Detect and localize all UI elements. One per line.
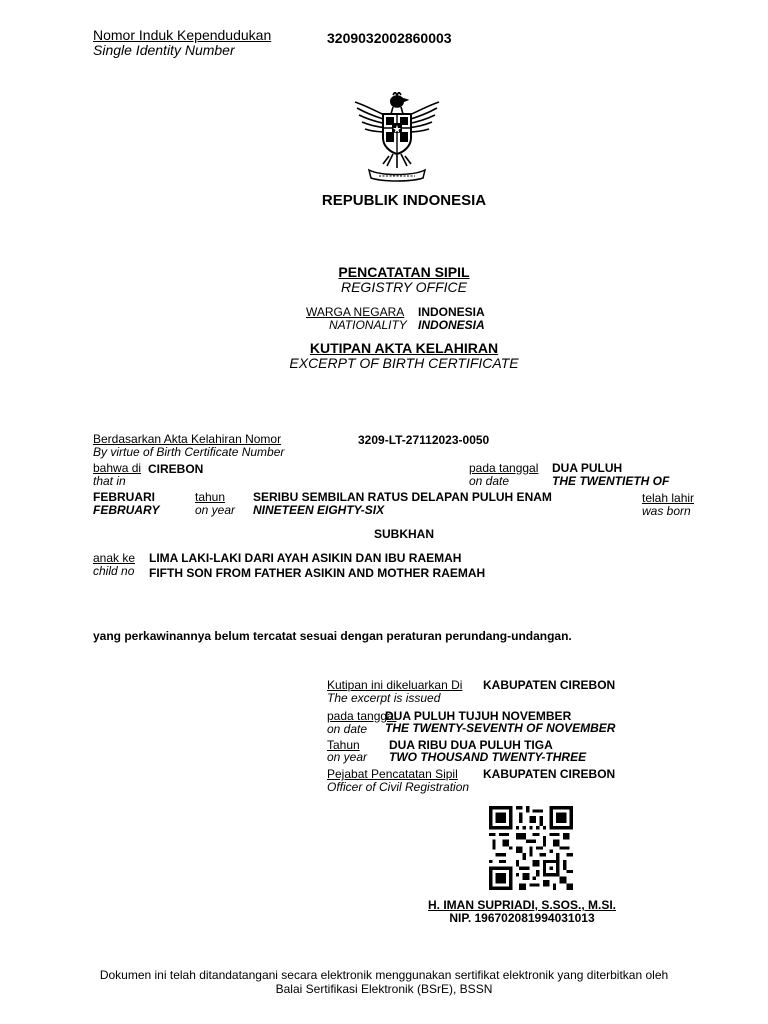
child-order-value-id: LIMA LAKI-LAKI DARI AYAH ASIKIN DAN IBU RAEMAH bbox=[149, 551, 462, 565]
nationality-value-id: INDONESIA bbox=[418, 305, 485, 319]
garuda-pancasila-emblem-icon bbox=[349, 92, 445, 184]
birth-year-label-en: on year bbox=[195, 503, 236, 517]
office-title-id: PENCATATAN SIPIL bbox=[338, 264, 470, 280]
cert-number-value: 3209-LT-27112023-0050 bbox=[358, 433, 490, 447]
nik-label-en: Single Identity Number bbox=[93, 42, 235, 58]
child-order-label-en: child no bbox=[93, 564, 135, 578]
child-order-label-id: anak ke bbox=[93, 551, 136, 565]
cert-number-label-en: By virtue of Birth Certificate Number bbox=[93, 445, 285, 459]
nik-value: 3209032002860003 bbox=[327, 30, 452, 46]
issue-date-label-id: pada tanggal bbox=[327, 709, 397, 723]
officer-value: KABUPATEN CIREBON bbox=[483, 767, 616, 781]
issued-place-value: KABUPATEN CIREBON bbox=[483, 678, 616, 692]
nationality-label-id: WARGA NEGARA bbox=[306, 305, 405, 319]
cert-number-label-id: Berdasarkan Akta Kelahiran Nomor bbox=[93, 432, 282, 446]
footer-line-1: Dokumen ini telah ditandatangani secara elektronik menggunakan sertifikat elektronik yang diterbitkan oleh bbox=[99, 968, 669, 982]
birth-year-label-id: tahun bbox=[195, 490, 226, 504]
issue-year-value-id: DUA RIBU DUA PULUH TIGA bbox=[389, 738, 553, 752]
place-label-id: bahwa di bbox=[93, 461, 142, 475]
born-label-en: was born bbox=[642, 504, 691, 518]
document-title-id: KUTIPAN AKTA KELAHIRAN bbox=[309, 340, 499, 356]
issue-year-label-en: on year bbox=[327, 750, 368, 764]
place-label-en: that in bbox=[93, 474, 126, 488]
issue-date-value-en: THE TWENTY-SEVENTH OF NOVEMBER bbox=[385, 721, 616, 735]
nik-label-id: Nomor Induk Kependudukan bbox=[93, 27, 272, 43]
birth-year-value-id: SERIBU SEMBILAN RATUS DELAPAN PULUH ENAM bbox=[253, 490, 552, 504]
birth-date-label-en: on date bbox=[469, 474, 510, 488]
born-label-id: telah lahir bbox=[642, 491, 695, 505]
place-value: CIREBON bbox=[148, 462, 204, 476]
document-title-en: EXCERPT OF BIRTH CERTIFICATE bbox=[289, 355, 519, 371]
birth-date-value-en: THE TWENTIETH OF bbox=[552, 474, 670, 488]
birth-month-id: FEBRUARI bbox=[93, 490, 155, 504]
officer-signature-name: H. IMAN SUPRIADI, S.SOS., M.SI. bbox=[427, 898, 617, 912]
qr-code-icon bbox=[489, 806, 573, 890]
officer-nip: NIP. 196702081994031013 bbox=[449, 911, 595, 925]
child-name: SUBKHAN bbox=[374, 527, 434, 541]
issue-date-value-id: DUA PULUH TUJUH NOVEMBER bbox=[385, 709, 572, 723]
birth-date-value-id: DUA PULUH bbox=[552, 461, 623, 475]
officer-label-en: Officer of Civil Registration bbox=[327, 780, 470, 794]
issue-year-label-id: Tahun bbox=[327, 738, 360, 752]
issue-year-value-en: TWO THOUSAND TWENTY-THREE bbox=[389, 750, 587, 764]
issue-date-label-en: on date bbox=[327, 722, 368, 736]
officer-label-id: Pejabat Pencatatan Sipil bbox=[327, 767, 458, 781]
birth-year-value-en: NINETEEN EIGHTY-SIX bbox=[253, 503, 385, 517]
country-title: REPUBLIK INDONESIA bbox=[321, 192, 487, 209]
nationality-label-en: NATIONALITY bbox=[329, 318, 407, 332]
issued-label-id: Kutipan ini dikeluarkan Di bbox=[327, 678, 463, 692]
issued-label-en: The excerpt is issued bbox=[327, 691, 441, 705]
nationality-value-en: INDONESIA bbox=[418, 318, 485, 332]
child-order-value-en: FIFTH SON FROM FATHER ASIKIN AND MOTHER RAEMAH bbox=[149, 566, 486, 580]
birth-month-en: FEBRUARY bbox=[93, 503, 160, 517]
birth-date-label-id: pada tanggal bbox=[469, 461, 539, 475]
marriage-note: yang perkawinannya belum tercatat sesuai dengan peraturan perundang-undangan. bbox=[93, 629, 572, 643]
office-title-en: REGISTRY OFFICE bbox=[340, 279, 467, 295]
footer-line-2: Balai Sertifikasi Elektronik (BSrE), BSSN bbox=[275, 982, 493, 996]
